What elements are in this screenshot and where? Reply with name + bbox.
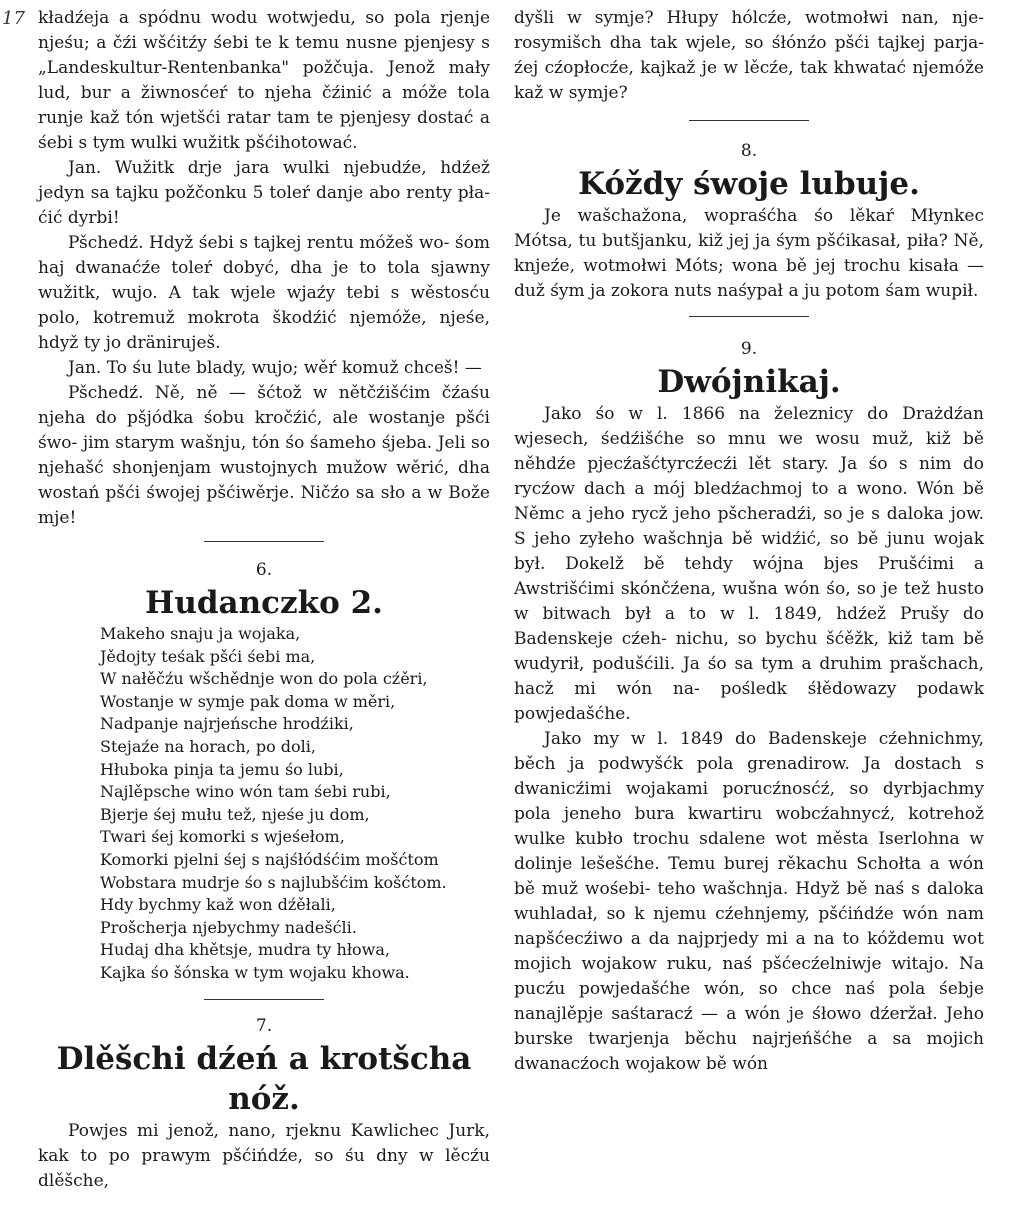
poem-line: W nałěčźu wšchědnje won do pola cźěri, [100, 669, 428, 689]
paragraph-section-7: Powjes mi jenož, nano, rjeknu Kawlichec Jurk, kak to po prawym pšćińdźe, so śu dny w lěcźu dlěšche, [38, 1120, 490, 1191]
section-8-number: 8. [740, 141, 758, 161]
section-9-number: 9. [740, 339, 758, 359]
poem-line: Wostanje w symje pak doma w měri, [100, 691, 396, 711]
poem-line: Kajka śo šónska w tym wojaku khowa. [100, 962, 410, 982]
poem-line: Hłuboka pinja ta jemu śo lubi, [100, 759, 344, 779]
poem-line: Bjerje śej mułu tež, njeśe ju dom, [100, 804, 370, 824]
poem-line: Nadpanje najrjeńsche hrodźiki, [100, 714, 354, 734]
section-9-title: Dwójnikaj. [657, 364, 841, 400]
poem-line: Najlěpsche wino wón tam śebi rubi, [100, 782, 391, 802]
poem-line: Wobstara mudrje śo s najlubšćim košćtom. [100, 872, 447, 892]
paragraph-section-9-cont: Jako my w l. 1849 do Badenskeje cźehnichmy, běch ja podwyšćk pola grenadirow. Ja dostach s dwanicźimi wojakami porucźnosćź, so dyrbjachmy pola jeneho bura kwartiru wobcźahnycź, kotrehož wulke kubło trochu sdalene wot městа Iserlohna w dolinje lešešćhe. Temu burej rěkachu Schołta a wón bě muž wośebi- teho wašchnja. Hdyž bě naś s daloka wuhladał, so k njemu cźehnjemy, pšćińdźe wón nam napšćecźiwo a da najprjedy mi a na to kóždemu wot mojich wojakow ruku, naś pšćecźelniwje witajo. Na pucźu powjedašćhe wón, so chce naś pola śebje nanajlěpje saśtaracź — a wón je śłowo dźeržał. Jeho burske twarjenja běchu najrjeńšćhe a sa mojich dwanacźoch wojakow bě wón [514, 729, 985, 1074]
margin-mark: 17 [2, 8, 25, 29]
right-column [514, 6, 984, 1077]
poem-line: Prošcherja njebychmy nadešćli. [100, 917, 357, 937]
paragraph-jan-2: Jan. To śu lute blady, wujo; wěŕ komuž chceš! — [68, 358, 482, 378]
section-7-number: 7. [255, 1015, 273, 1036]
paragraph-intro: kładźeja a spódnu wodu wotwjedu, so pola rjenje njeśu; a čźi wšćitźy śebi te k temu nusne pjenjesy s „Landeskultur-Rentenbanka" požčuja. Jenož mały lud, bur a žiwnosćeŕ to njeha čźinić a móže tola runje kaž tón wjetšći ratar tam te pjenjesy dostać a śebi s tym wulki wužitk pšćihotować. [38, 8, 490, 153]
section-7-title: Dlěšchi dźeń a krotšcha nóž. [56, 1040, 472, 1117]
section-divider [204, 541, 324, 542]
paragraph-continued: dyšli w symje? Hłupy hólcźe, wotmołwi nan, nje- rosymišch dha tak wjele, so śłónźo pšći tajkej parja- źej cźopłocźe, kajkaž je w lěcźe, tak khwatać njemóže kaž w symje? [514, 8, 984, 103]
poem-line: Hdy bychmy kaž won dźěłali, [100, 895, 336, 915]
paragraph-pschedz-2: Pšchedź. Ně, ně — šćtož w nětčźišćim čźaśu njeha do pšjódka śobu kročźić, ale wostanje pšći śwo- jim starym wašnju, tón śo śameho śjeba. Jeli so njehašć shonjenjam wustojnych mužow wěrić, dha wostań pšći śwojej pšćiwěrje. Ničźo sa sło a w Bože mje! [38, 383, 491, 528]
section-divider [204, 999, 324, 1000]
paragraph-pschedz-1: Pšchedź. Hdyž śebi s tajkej rentu móžeš wo- śom haj dwanaćźe toleŕ dobyć, dha je to tola sjawny wužitk, wujo. A tak wjele wjaźy tebi s wěstosću polo, kotremuž mokrota škodźić njemóže, njeśe, hdyž ty jo dräniruješ. [38, 233, 490, 353]
poem-line: Stejaźe na horach, po doli, [100, 736, 316, 756]
poem-line: Hudaj dha khětsje, mudra ty hłowa, [100, 940, 390, 960]
paragraph-jan-1: Jan. Wužitk drje jara wulki njebudźe, hdźež jedyn sa tajku požčonku 5 toleŕ danje abo renty pła- ćić dyrbi! [38, 158, 490, 228]
poem-line: Makeho snaju ja wojaka, [100, 624, 301, 643]
poem-line: Komorki pjelni śej s najśłódśćim mošćtom [100, 849, 439, 869]
left-column [38, 6, 490, 1194]
poem-line: Twari śej komorki s wjeśełom, [100, 827, 345, 847]
section-8-title: Kóždy śwoje lubuje. [578, 166, 920, 202]
section-6-number: 6. [255, 560, 273, 580]
section-6-title: Hudanczko 2. [145, 585, 383, 621]
section-divider [689, 316, 809, 317]
paragraph-section-9: Jako śo w l. 1866 na železnicy do Drażdźan wjesech, śedźišćhe so mnu we wosu muž, kiž bě něhdźe pjecźašćtyrcźecźi lět stary. Ja śo s nim do rycźow dach a mój bledźachmoj to a wono. Wón bě Němc a jeho rycž jeho pšcheradźi, so je s daloka jow. S jeho zyłeho wašchnja bě widźić, so bě junu wojak był. Dokelž bě tehdy wójna bjes Prušćimi a Awstrišćimi skónčźena, wušna wón śo, so je tež husto w bitwach był a to w l. 1849, hdźež Prušy do Badenskeje cźeh- nichu, so bychu šćěžk, kiž tam bě wudyrił, podušćili. Ja śo sa tym a druhim prašchach, hacž mi wón na- pośledk śłědowazy podawk powjedašćhe. [514, 404, 985, 724]
section-divider [689, 120, 809, 121]
paragraph-section-8: Je wašchažona, wopraśćha śo lěkaŕ Młynkec Mótsa, tu butšjanku, kiž jej ja śym pšćikasał, piła? Ně, knjeźe, wotmołwi Móts; wona bě jej trochu kisała — duž śym ja zokora nuts naśypał a ju potom śam wupił. [514, 206, 985, 301]
poem-line: Jědojty teśak pšći śebi ma, [100, 646, 316, 666]
poem [100, 623, 490, 985]
